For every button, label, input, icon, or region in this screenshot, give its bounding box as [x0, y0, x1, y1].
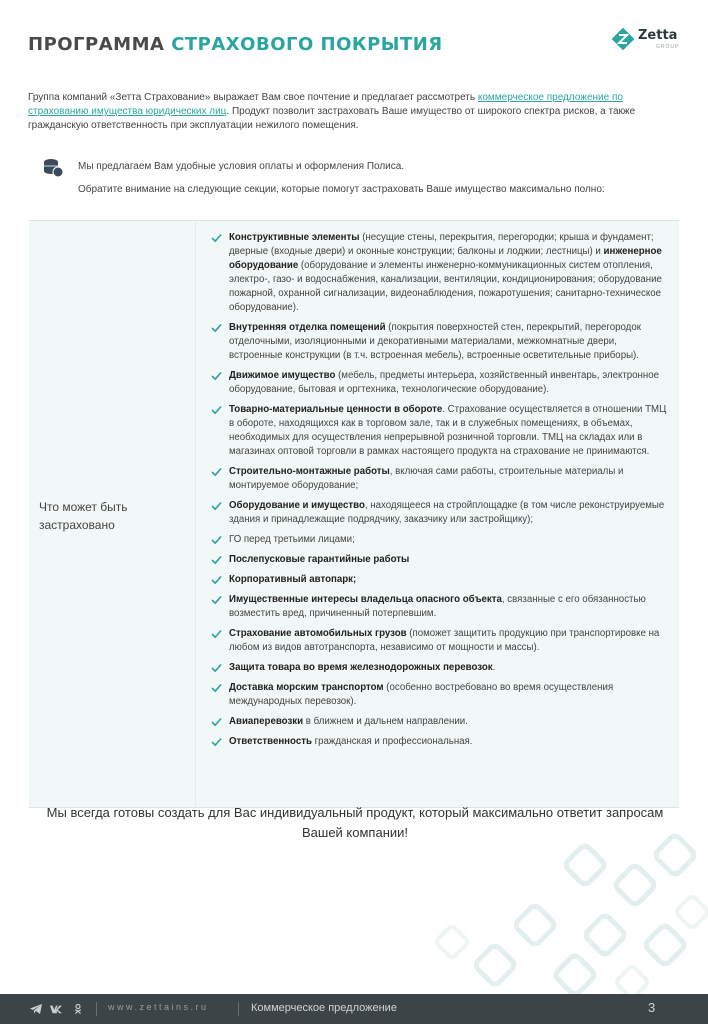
item-text: (особенно востребовано во время осуществления международных перевозок). — [229, 682, 614, 707]
telegram-icon[interactable] — [30, 1004, 42, 1014]
coverage-item — [211, 369, 673, 397]
coverage-item — [211, 715, 673, 729]
item-bold-text: Корпоративный автопарк; — [229, 574, 357, 585]
checkmark-icon — [211, 555, 222, 565]
page-title — [28, 34, 443, 55]
coins-icon — [42, 156, 64, 178]
item-text: (поможет защитить продукцию при транспортировке на любом из видов автотранспорта, независимо от мощности и массы). — [229, 628, 660, 653]
footer-divider — [238, 1002, 239, 1016]
checkmark-icon — [211, 371, 222, 381]
item-bold-text-2: инженерное оборудование — [229, 246, 662, 271]
item-bold-text: Оборудование и имущество — [229, 500, 365, 511]
item-text: . Страхование осуществляется в отношении ТМЦ в обороте, находящихся как в торговом зале, так и в служебных помещениях, в объемах, необходимых для осуществления непрерывной розничной торговли. ТМЦ на складах или в магазинах оптовой торговли в рамках настоящего продукта на страхование не принимаются. — [229, 404, 667, 457]
item-text-2: (оборудование и элементы инженерно-коммуникационных систем отопления, электро-, газо- и водоснабжения, канализации, вентиляции, кондиционирования; оборудование пожарной, охранной сигнализации, видеонаблюдения, пожаротушения; санитарно-техническое оборудование). — [229, 260, 662, 313]
item-text: (мебель, предметы интерьера, хозяйственный инвентарь, электронное оборудование, бытовая и оргтехника, технологические оборудование). — [229, 370, 660, 395]
coverage-item — [211, 403, 673, 459]
coverage-item — [211, 321, 673, 363]
coverage-item — [211, 735, 673, 749]
note-sections: Обратите внимание на следующие секции, которые помогут застраховать Ваше имущество максимально полно: — [78, 184, 605, 195]
item-text: (покрытия поверхностей стен, перекрытий, перегородок отделочными, изоляционными и декоративными материалами, межкомнатные двери, встроенные конструкции (в т.ч. встроенная мебель), встроенные осветительные приборы). — [229, 322, 641, 361]
item-bold-text: Движимое имущество — [229, 370, 336, 381]
logo-name: Zetta — [638, 28, 678, 43]
zetta-logo — [612, 28, 686, 54]
item-bold-text: Ответственность — [229, 736, 312, 747]
checkmark-icon — [211, 233, 222, 243]
footer-url[interactable]: www.zettains.ru — [108, 1002, 209, 1012]
coverage-item — [211, 499, 673, 527]
item-bold-text: Послепусковые гарантийные работы — [229, 554, 410, 565]
coverage-item — [211, 465, 673, 493]
item-text: ГО перед третьими лицами; — [229, 534, 355, 545]
item-text: в ближнем и дальнем направлении. — [303, 716, 468, 727]
coverage-item — [211, 553, 673, 567]
footer-divider — [96, 1002, 97, 1016]
coverage-item — [211, 573, 673, 587]
coverage-label: Что может быть застраховано — [39, 500, 128, 532]
footer — [0, 994, 708, 1024]
zetta-logo-icon — [612, 28, 634, 50]
item-bold-text: Авиаперевозки — [229, 716, 304, 727]
page-number: 3 — [648, 1000, 656, 1015]
closing-text: Мы всегда готовы создать для Вас индивидуальный продукт, который максимально ответит запросам Вашей компании! — [46, 805, 664, 840]
item-text: . — [492, 662, 496, 673]
checkmark-icon — [211, 717, 222, 727]
footer-label: Коммерческое предложение — [251, 1002, 397, 1014]
checkmark-icon — [211, 467, 222, 477]
checkmark-icon — [211, 595, 222, 605]
item-bold-text: Товарно-материальные ценности в обороте — [229, 404, 443, 415]
decorative-pattern — [420, 830, 708, 994]
checkmark-icon — [211, 405, 222, 415]
checkmark-icon — [211, 683, 222, 693]
item-bold-text: Доставка морским транспортом — [229, 682, 384, 693]
item-text: (несущие стены, перекрытия, перегородки; крыша и фундамент; дверные (входные двери) и оконные конструкции; балконы и лоджии; лестницы) и — [229, 232, 654, 257]
intro-text-before: Группа компаний «Зетта Страхование» выражает Вам свое почтение и предлагает рассмотреть — [28, 92, 478, 103]
item-bold-text: Конструктивные элементы — [229, 232, 360, 243]
checkmark-icon — [211, 535, 222, 545]
coverage-item — [211, 661, 673, 675]
page-title-part1: ПРОГРАММА — [28, 34, 165, 55]
checkmark-icon — [211, 501, 222, 511]
item-bold-text: Страхование автомобильных грузов — [229, 628, 407, 639]
checkmark-icon — [211, 323, 222, 333]
item-bold-text: Строительно-монтажные работы — [229, 466, 390, 477]
page-title-part2: СТРАХОВОГО ПОКРЫТИЯ — [171, 34, 443, 55]
checkmark-icon — [211, 575, 222, 585]
item-text: , связанные с его обязанностью возместить вред, причиненный потерпевшим. — [229, 594, 646, 619]
coverage-item — [211, 593, 673, 621]
checkmark-icon — [211, 663, 222, 673]
note-payment: Мы предлагаем Вам удобные условия оплаты и оформления Полиса. — [78, 161, 405, 172]
vk-icon[interactable] — [50, 1004, 62, 1014]
item-text: , находящееся на стройплощадке (в том числе реконструируемые здания и принадлежащие подрядчику, заказчику или застройщику); — [229, 500, 665, 525]
intro-paragraph — [28, 91, 664, 133]
checkmark-icon — [211, 737, 222, 747]
item-text: гражданская и профессиональная. — [311, 736, 473, 747]
coverage-item — [211, 627, 673, 655]
item-bold-text: Имущественные интересы владельца опасного объекта — [229, 594, 502, 605]
coverage-table — [29, 220, 679, 808]
odnoklassniki-icon[interactable] — [72, 1004, 84, 1014]
checkmark-icon — [211, 629, 222, 639]
item-bold-text: Внутренняя отделка помещений — [229, 322, 386, 333]
item-text: , включая сами работы, строительные материалы и монтируемое оборудование; — [229, 466, 624, 491]
offer-link[interactable]: коммерческое предложение по страхованию имущества юридических лиц — [28, 92, 623, 117]
intro-text-after: . Продукт позволит застраховать Ваше имущество от широкого спектра рисков, а также гражданскую ответственность при эксплуатации нежилого помещения. — [28, 106, 636, 131]
coverage-item — [211, 681, 673, 709]
coverage-item — [211, 231, 673, 315]
item-bold-text: Защита товара во время железнодорожных перевозок — [229, 662, 493, 673]
column-divider — [195, 221, 196, 807]
coverage-item — [211, 533, 673, 547]
coverage-list — [211, 231, 673, 755]
logo-sub: GROUP — [656, 44, 680, 50]
